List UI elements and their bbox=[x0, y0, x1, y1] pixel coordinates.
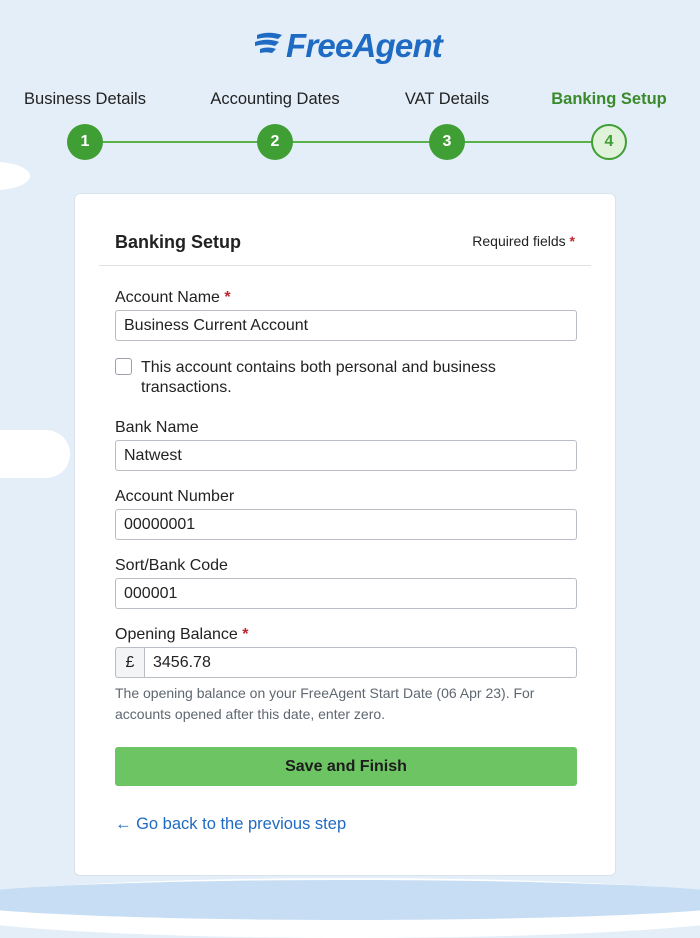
step-connector bbox=[85, 141, 275, 143]
back-to-previous-step-link[interactable]: ← Go back to the previous step bbox=[115, 815, 347, 833]
step-connector bbox=[275, 141, 447, 143]
logo-wordmark: FreeAgent bbox=[286, 27, 442, 64]
mixed-use-checkbox[interactable] bbox=[115, 358, 132, 375]
account-number-label: Account Number bbox=[115, 488, 235, 505]
opening-balance-label bbox=[115, 626, 248, 644]
step-1-circle[interactable]: 1 bbox=[67, 124, 103, 160]
required-marker: * bbox=[569, 233, 575, 249]
step-connector bbox=[447, 141, 609, 143]
progress-stepper bbox=[0, 86, 700, 166]
opening-balance-input[interactable]: 3456.78 bbox=[144, 647, 577, 678]
step-3-circle[interactable]: 3 bbox=[429, 124, 465, 160]
required-marker: * bbox=[242, 626, 249, 643]
mixed-use-checkbox-label[interactable]: This account contains both personal and business transactions. bbox=[141, 359, 496, 396]
account-number-input[interactable]: 00000001 bbox=[115, 509, 577, 540]
required-fields-text: Required fields bbox=[472, 233, 566, 249]
account-name-input[interactable]: Business Current Account bbox=[115, 310, 577, 341]
bank-name-label: Bank Name bbox=[115, 419, 199, 436]
save-and-finish-button[interactable]: Save and Finish bbox=[115, 747, 577, 786]
account-name-label bbox=[115, 289, 231, 307]
step-label-banking-setup: Banking Setup bbox=[551, 90, 667, 108]
step-label-business-details: Business Details bbox=[24, 90, 146, 108]
opening-balance-hint: The opening balance on your FreeAgent Start Date (06 Apr 23). For accounts opened after this date, enter zero. bbox=[115, 685, 535, 722]
account-name-label-text: Account Name bbox=[115, 289, 220, 306]
step-4-circle: 4 bbox=[591, 124, 627, 160]
opening-balance-label-text: Opening Balance bbox=[115, 626, 238, 643]
freeagent-logo bbox=[254, 22, 442, 70]
currency-symbol: £ bbox=[115, 647, 144, 678]
required-marker: * bbox=[224, 289, 231, 306]
background-cloud bbox=[0, 162, 30, 190]
step-label-vat-details: VAT Details bbox=[404, 90, 490, 108]
required-fields-note bbox=[472, 233, 575, 249]
background-cloud bbox=[0, 430, 70, 478]
sort-code-input[interactable]: 000001 bbox=[115, 578, 577, 609]
banking-setup-card bbox=[74, 193, 616, 876]
sort-code-label: Sort/Bank Code bbox=[115, 557, 228, 574]
form-title: Banking Setup bbox=[115, 232, 242, 252]
background-cloud-accent bbox=[0, 880, 700, 920]
step-label-accounting-dates: Accounting Dates bbox=[210, 90, 340, 108]
freeagent-wings-icon bbox=[254, 29, 284, 63]
card-divider bbox=[99, 265, 591, 266]
bank-name-input[interactable]: Natwest bbox=[115, 440, 577, 471]
step-2-circle[interactable]: 2 bbox=[257, 124, 293, 160]
